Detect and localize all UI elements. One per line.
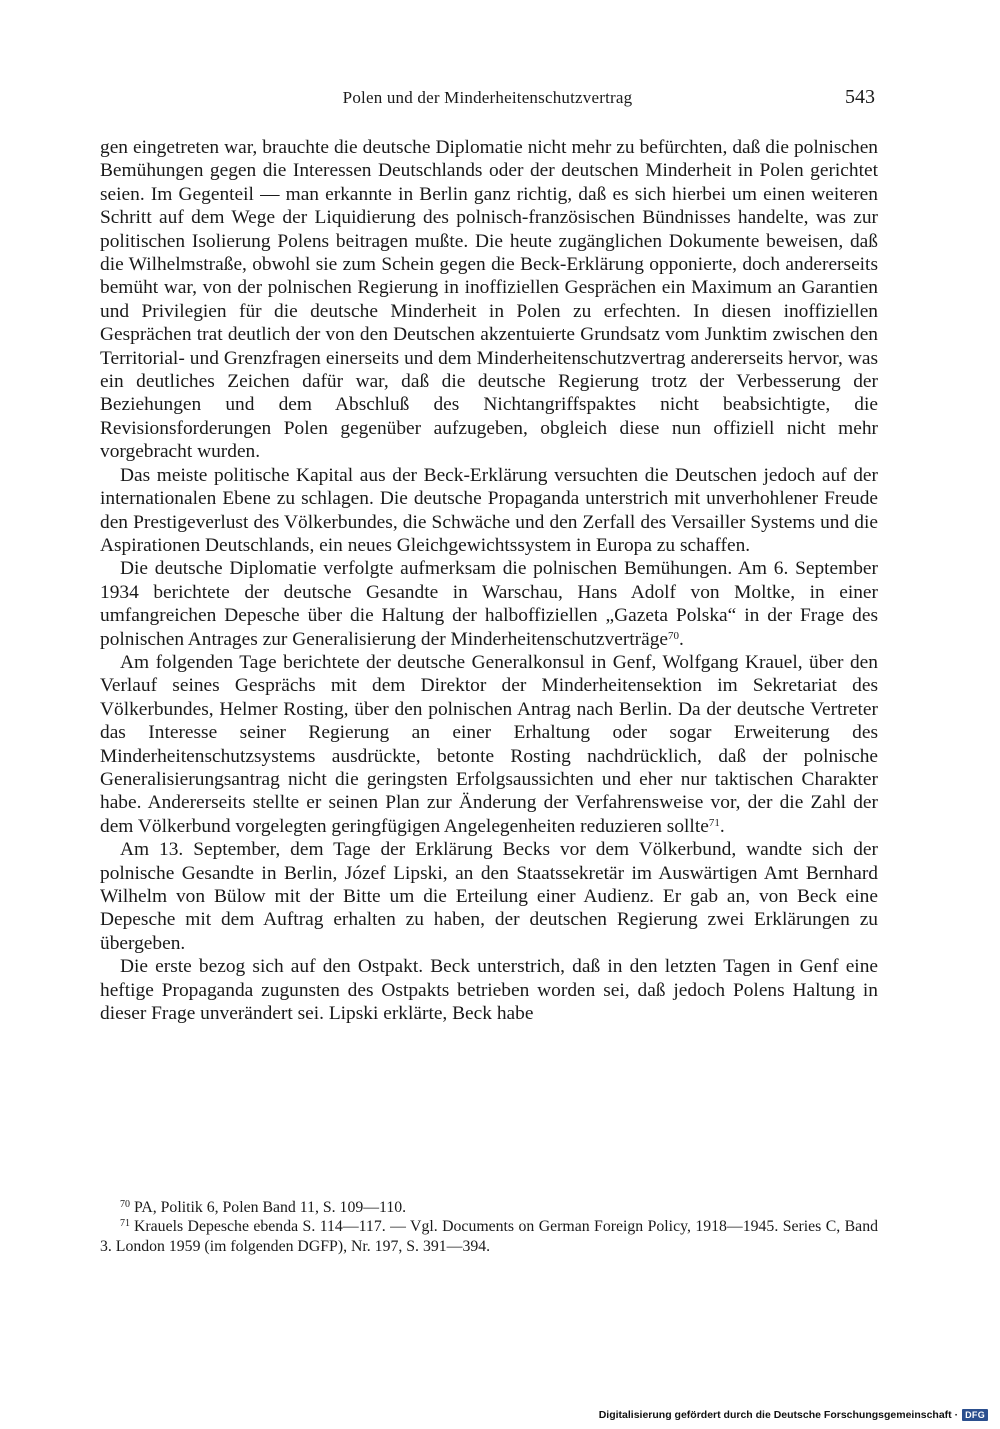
footnote-ref-71: 71	[708, 816, 720, 829]
paragraph-1: gen eingetreten war, brauchte die deutsche Diplomatie nicht mehr zu befürchten, daß die polnischen Bemühungen gegen die Interessen Deutschlands oder der deutschen Minderheit in Polen gerichtet seien. Im Gegenteil — man erkannte in Berlin ganz richtig, daß es sich hierbei um einen weiteren Schritt auf dem Wege der Liquidierung des polnisch-französischen Bündnisses handelte, was zur politischen Isolierung Polens beitragen mußte. Die heute zugänglichen Dokumente beweisen, daß die Wilhelmstraße, obwohl sie zum Schein gegen die Beck-Erklärung opponierte, doch andererseits bemüht war, von der polnischen Regierung in inoffiziellen Gesprächen ein Maximum an Garantien und Privilegien für die deutsche Minderheit in Polen zu erfechten. In diesen inoffiziellen Gesprächen trat deutlich der von den Deutschen akzentuierte Grundsatz vom Junktim zwischen den Territorial- und Grenzfragen einerseits und dem Minderheitenschutzvertrag andererseits hervor, was ein deutliches Zeichen dafür war, daß die deutsche Regierung trotz der Verbesserung der Beziehungen und dem Abschluß des Nichtangriffspaktes nicht beabsichtigte, die Revisionsforderungen Polen gegenüber aufzugeben, obgleich diese nun offiziell nicht mehr vorgebracht wurden.	[100, 137, 878, 463]
paragraph-3: Die deutsche Diplomatie verfolgte aufmerksam die polnischen Bemühungen. Am 6. September 1934 berichtete der deutsche Gesandte in Warschau, Hans Adolf von Moltke, in einer umfangreichen Depesche über die Haltung der halboffiziellen „Gazeta Polska“ in der Frage des polnischen Antrages zur Generalisierung der Minderheitenschutzverträge$^{70}$.	[100, 558, 878, 650]
footnote-70: $^{70}$ PA, Politik 6, Polen Band 11, S. 109—110.	[120, 1199, 407, 1216]
page-number: 543	[845, 86, 875, 108]
body-text	[100, 136, 878, 1025]
running-title: Polen und der Minderheitenschutzvertrag	[342, 88, 633, 107]
paragraph-4: Am folgenden Tage berichtete der deutsche Generalkonsul in Genf, Wolfgang Krauel, über den Verlauf seines Gesprächs mit dem Direktor der Minderheitensektion im Sekretariat des Völkerbundes, Helmer Rosting, über den polnischen Antrag nach Berlin. Da der deutsche Vertreter das Interesse seiner Regierung an einer Erhaltung oder sogar Erweiterung des Minderheitenschutzsystems ausdrückte, betonte Rosting nachdrücklich, daß der polnische Generalisierungsantrag nicht die geringsten Erfolgsaussichten und eher nur taktischen Charakter habe. Andererseits stellte er seinen Plan zur Änderung der Verfahrensweise vor, der die Zahl der dem Völkerbund vorgelegten geringfügigen Angelegenheiten reduzieren sollte$^{71}$.	[100, 651, 878, 837]
footnote-ref-70: 70	[668, 629, 680, 642]
footnote-71: $^{71}$ Krauels Depesche ebenda S. 114—117. — Vgl. Documents on German Foreign Policy, 1918—1945. Series C, Band 3. London 1959 (im folgenden DGFP), Nr. 197, S. 391—394.	[100, 1218, 878, 1255]
paragraph-2: Das meiste politische Kapital aus der Beck-Erklärung versuchten die Deutschen jedoch auf der internationalen Ebene zu schlagen. Die deutsche Propaganda unterstrich mit unverhohlener Freude den Prestigeverlust des Völkerbundes, die Schwäche und den Zerfall des Versailler Systems und die Aspirationen Deutschlands, ein neues Gleichgewichtssystem in Europa zu schaffen.	[100, 464, 878, 556]
digitization-credit	[599, 1409, 988, 1421]
paragraph-5: Am 13. September, dem Tage der Erklärung Becks vor dem Völkerbund, wandte sich der polnische Gesandte in Berlin, Józef Lipski, an den Staatssekretär im Auswärtigen Amt Bernhard Wilhelm von Bülow mit der Bitte um die Erteilung einer Audienz. Er gab an, von Beck eine Depesche mit dem Auftrag erhalten zu haben, der deutschen Regierung zwei Erklärungen zu übergeben.	[100, 839, 878, 954]
dfg-logo: DFG	[962, 1409, 988, 1421]
running-head	[100, 88, 875, 112]
footnotes	[100, 1198, 878, 1256]
paragraph-6: Die erste bezog sich auf den Ostpakt. Beck unterstrich, daß in den letzten Tagen in Genf eine heftige Propaganda zugunsten des Ostpakts betrieben worden sei, daß jedoch Polens Haltung in dieser Frage unverändert sei. Lipski erklärte, Beck habe	[100, 956, 878, 1025]
credit-text: Digitalisierung gefördert durch die Deutsche Forschungsgemeinschaft ·	[598, 1409, 959, 1421]
